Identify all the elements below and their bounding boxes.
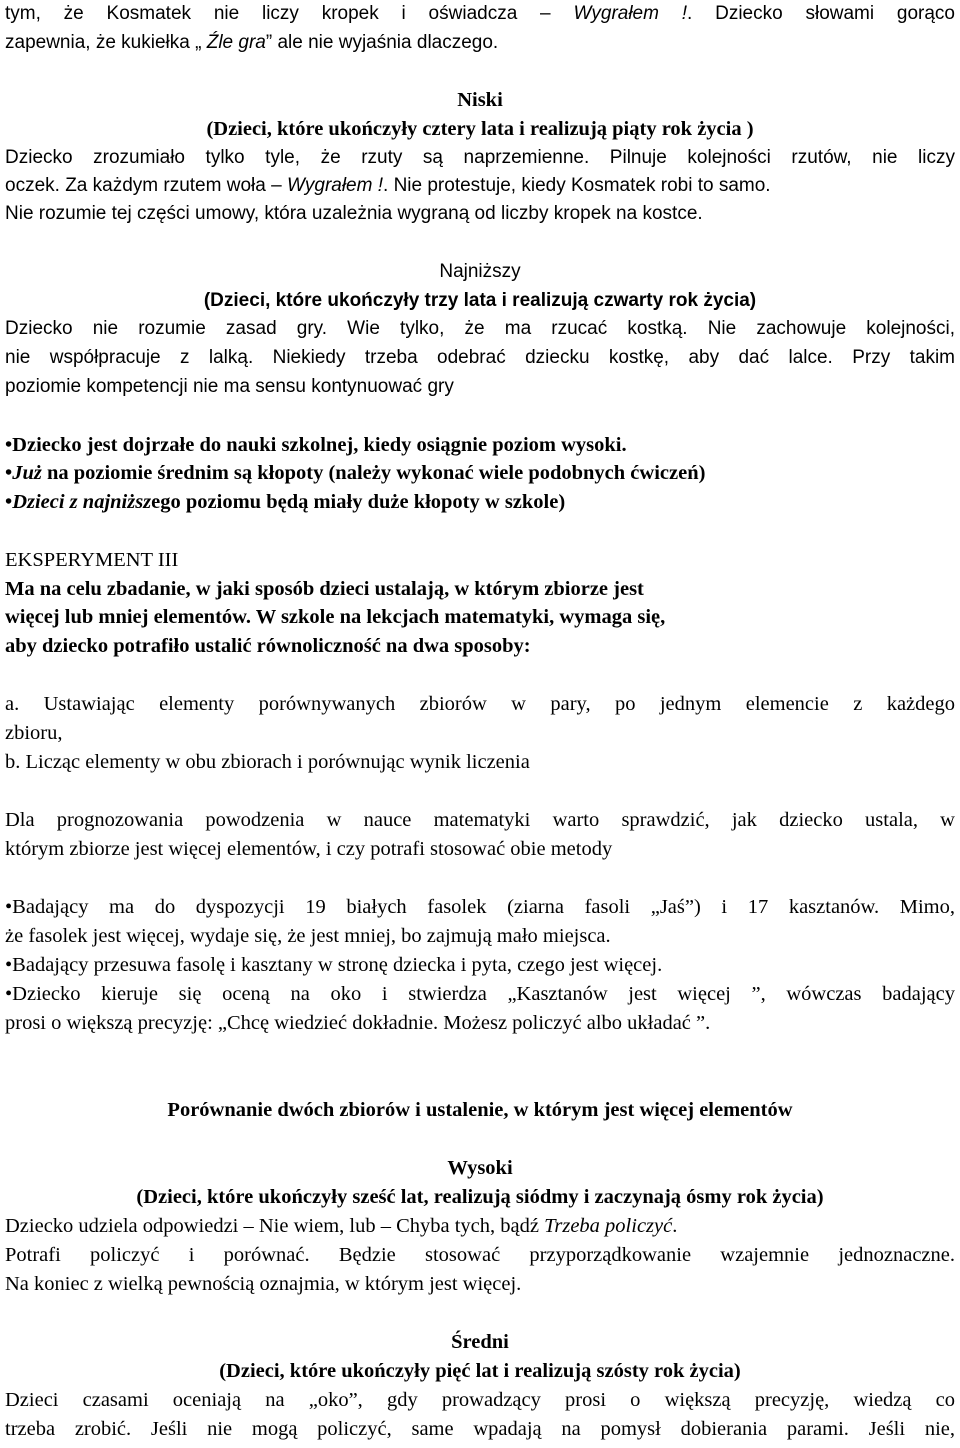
level-subheading: (Dzieci, które ukończyły sześć lat, realizują siódmy i zaczynają ósmy rok życia) xyxy=(136,1186,824,1208)
paragraph-line xyxy=(5,0,955,28)
italic-text: Dzieci z najniższ xyxy=(12,491,152,513)
section-heading: Porównanie dwóch zbiorów i ustalenie, w którym jest więcej elementów xyxy=(167,1099,793,1121)
text-run: oczek. Za każdym rzutem woła – xyxy=(5,175,287,196)
paragraph-line: Na koniec z wielką pewnością oznajmia, w którym jest więcej. xyxy=(5,1273,522,1295)
text-run: na poziomie średnim są kłopoty (należy wykonać wiele podobnych ćwiczeń) xyxy=(41,462,706,484)
level-heading-sredni: Średni xyxy=(451,1331,509,1353)
paragraph-line xyxy=(5,29,955,57)
bullet-item-continued: prosi o większą precyzję: „Chcę wiedzieć dokładnie. Możesz policzyć albo układać ”. xyxy=(5,1012,711,1034)
bullet-item-continued: że fasolek jest więcej, wydaje się, że jest mniej, bo zajmują mało miejsca. xyxy=(5,925,611,947)
paragraph-line: Dziecko nie rozumie zasad gry. Wie tylko, że ma rzucać kostką. Nie zachowuje kolejności, xyxy=(5,318,955,339)
bold-paragraph-line: aby dziecko potrafiło ustalić równoliczność na dwa sposoby: xyxy=(5,635,531,657)
paragraph-line: Dla prognozowania powodzenia w nauce matematyki warto sprawdzić, jak dziecko ustala, w xyxy=(5,809,955,831)
paragraph-line: Nie rozumie tej części umowy, która uzależnia wygraną od liczby kropek na kostce. xyxy=(5,203,703,224)
bullet-item: •Badający ma do dyspozycji 19 białych fasolek (ziarna fasoli „Jaś”) i 17 kasztanów. Mimo, xyxy=(5,896,955,918)
level-subheading: (Dzieci, które ukończyły cztery lata i realizują piąty rok życia ) xyxy=(206,118,754,140)
bullet-item xyxy=(5,488,955,516)
bullet-item: •Badający przesuwa fasolę i kasztany w stronę dziecka i pyta, czego jest więcej. xyxy=(5,954,663,976)
bold-paragraph-line: więcej lub mniej elementów. W szkole na lekcjach matematyki, wymaga się, xyxy=(5,606,666,628)
paragraph-line: Potrafi policzyć i porównać. Będzie stosować przyporządkowanie wzajemnie jednoznaczne. xyxy=(5,1244,955,1266)
paragraph-line: trzeba zrobić. Jeśli nie mogą policzyć, same wpadają na pomysł dobierania parami. Jeśli nie, xyxy=(5,1418,955,1440)
paragraph-line: Dzieci czasami oceniają na „oko”, gdy prowadzący prosi o większą precyzję, wiedzą co xyxy=(5,1389,955,1411)
italic-text: Już xyxy=(12,462,42,484)
level-heading-wysoki: Wysoki xyxy=(447,1157,513,1179)
paragraph-line: którym zbiorze jest więcej elementów, i czy potrafi stosować obie metody xyxy=(5,838,613,860)
italic-text: Trzeba policzyć xyxy=(544,1215,673,1237)
bullet-item xyxy=(5,459,955,487)
level-heading-najnizszy: Najniższy xyxy=(439,261,521,282)
list-item-b: b. Licząc elementy w obu zbiorach i porównując wynik liczenia xyxy=(5,751,530,773)
level-subheading: (Dzieci, które ukończyły pięć lat i realizują szósty rok życia) xyxy=(219,1360,741,1382)
bullet-mark: • xyxy=(5,491,13,513)
text-run: . Nie protestuje, kiedy Kosmatek robi to samo. xyxy=(383,175,771,196)
paragraph-line xyxy=(5,1212,955,1240)
text-run: ” ale nie wyjaśnia dlaczego. xyxy=(265,32,499,53)
level-heading-niski: Niski xyxy=(457,89,503,111)
italic-text: Wygrałem ! xyxy=(573,3,688,24)
paragraph-line: nie współpracuje z lalką. Niekiedy trzeba odebrać dziecku kostkę, aby dać lalce. Przy takim xyxy=(5,347,955,368)
text-run: zapewnia, że kukiełka „ xyxy=(5,32,207,53)
text-run: tym, że Kosmatek nie liczy kropek i oświadcza – xyxy=(5,3,574,24)
italic-text: Źle gra xyxy=(206,32,266,53)
list-item-a-continued: zbioru, xyxy=(5,722,63,744)
paragraph-line: poziomie kompetencji nie ma sensu kontynuować gry xyxy=(5,376,454,397)
bullet-item: •Dziecko jest dojrzałe do nauki szkolnej, kiedy osiągnie poziom wysoki. xyxy=(5,434,627,456)
text-run: . Dziecko słowami gorąco xyxy=(687,3,955,24)
list-item-a: a. Ustawiając elementy porównywanych zbiorów w pary, po jednym elemencie z każdego xyxy=(5,693,955,715)
text-run: Dziecko udziela odpowiedzi – Nie wiem, lub – Chyba tych, bądź xyxy=(5,1215,545,1237)
bullet-mark: • xyxy=(5,462,13,484)
text-run: ego poziomu będą miały duże kłopoty w szkole) xyxy=(151,491,566,513)
level-subheading: (Dzieci, które ukończyły trzy lata i realizują czwarty rok życia) xyxy=(203,290,757,311)
italic-text: Wygrałem ! xyxy=(286,175,384,196)
bold-paragraph-line: Ma na celu zbadanie, w jaki sposób dzieci ustalają, w którym zbiorze jest xyxy=(5,578,644,600)
paragraph-line xyxy=(5,172,955,200)
paragraph-line: Dziecko zrozumiało tylko tyle, że rzuty są naprzemienne. Pilnuje kolejności rzutów, nie liczy xyxy=(5,147,955,168)
section-heading: EKSPERYMENT III xyxy=(5,549,179,571)
bullet-item: •Dziecko kieruje się oceną na oko i stwierdza „Kasztanów jest więcej ”, wówczas badający xyxy=(5,983,955,1005)
text-run: . xyxy=(672,1215,678,1237)
